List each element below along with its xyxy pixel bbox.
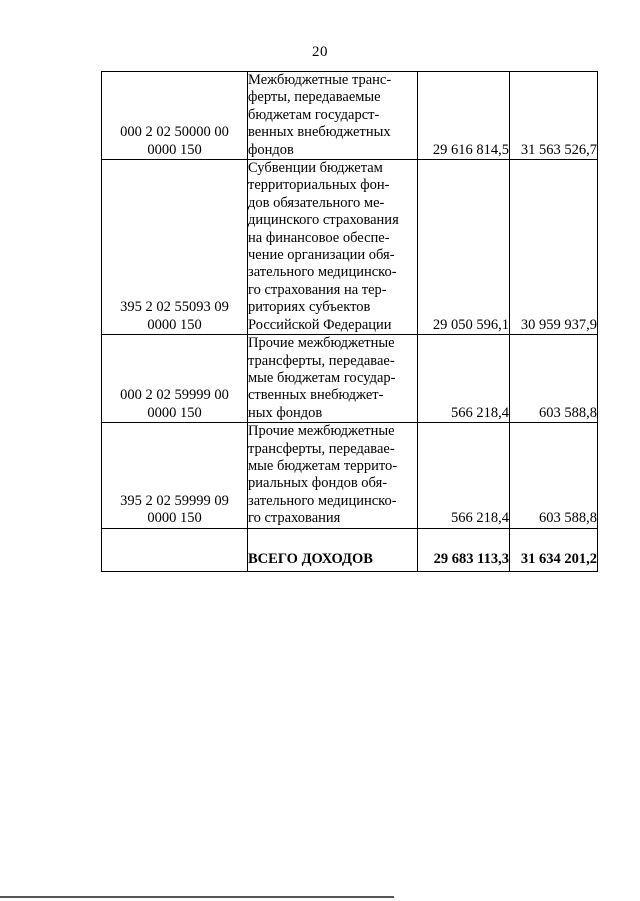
amount-year-2: 31 563 526,7 [510,72,598,160]
revenue-name-line: трансферты, передавае- [248,440,395,457]
budget-code-line: 0000 150 [147,510,202,527]
revenue-name-line: территориальных фон- [248,177,390,194]
revenue-name-line: на финансовое обеспе- [248,229,390,246]
revenue-name-line: Межбюджетные транс- [248,72,392,88]
revenue-name-line: Российской Федерации [248,316,392,333]
page-number: 20 [312,44,328,60]
revenue-name-cell [248,160,418,335]
revenue-name-line: мые бюджетам государ- [248,369,396,386]
revenue-name-line: риториях субъектов [248,299,371,316]
table-row [102,72,598,160]
revenue-name-line: ферты, передаваемые [248,89,381,106]
table-row [102,335,598,423]
budget-code-line: 395 2 02 59999 09 [120,492,229,509]
revenue-name-line: фондов [248,141,294,158]
amount-year-2: 603 588,8 [510,423,598,528]
revenue-name-line: Прочие межбюджетные [248,335,395,352]
budget-code-line: 395 2 02 55093 09 [120,299,229,316]
revenue-name-line: бюджетам государст- [248,106,380,123]
budget-code-cell [102,72,248,160]
budget-code-cell [102,335,248,423]
budget-code-line: 0000 150 [147,141,202,158]
total-code-cell [102,528,248,571]
budget-code-line: 0000 150 [147,316,202,333]
revenue-name-line: дицинского страхования [248,212,399,229]
revenue-name-line: го страхования на тер- [248,281,387,298]
budget-code-line: 0000 150 [147,404,202,421]
revenue-name-line: Прочие межбюджетные [248,423,395,440]
amount-year-1: 29 616 814,5 [418,72,510,160]
revenue-name-line: зательного медицинско- [248,492,397,509]
budget-code-line: 000 2 02 59999 00 [120,387,229,404]
revenue-name-line: ственных внебюджет- [248,387,384,404]
revenue-name-cell [248,335,418,423]
total-year-1: 29 683 113,3 [418,528,510,571]
revenue-name-line: го страхования [248,510,341,527]
revenue-table [101,71,598,572]
amount-year-1: 29 050 596,1 [418,160,510,335]
amount-year-2: 603 588,8 [510,335,598,423]
total-label: ВСЕГО ДОХОДОВ [248,528,418,571]
table-row [102,160,598,335]
revenue-name-cell [248,423,418,528]
revenue-name-line: чение организации обя- [248,247,395,264]
total-row [102,528,598,571]
table-row [102,423,598,528]
budget-code-cell [102,160,248,335]
page-bottom-rule [0,896,394,898]
budget-code-line: 000 2 02 50000 00 [120,124,229,141]
revenue-name-line: Субвенции бюджетам [248,160,383,177]
amount-year-1: 566 218,4 [418,423,510,528]
amount-year-1: 566 218,4 [418,335,510,423]
revenue-name-line: риальных фондов обя- [248,475,388,492]
revenue-name-line: дов обязательного ме- [248,194,385,211]
budget-code-cell [102,423,248,528]
revenue-name-line: ных фондов [248,404,323,421]
revenue-name-cell [248,72,418,160]
revenue-name-line: мые бюджетам террито- [248,457,398,474]
revenue-name-line: венных внебюджетных [248,124,391,141]
revenue-name-line: зательного медицинско- [248,264,397,281]
revenue-name-line: трансферты, передавае- [248,352,395,369]
total-year-2: 31 634 201,2 [510,528,598,571]
amount-year-2: 30 959 937,9 [510,160,598,335]
